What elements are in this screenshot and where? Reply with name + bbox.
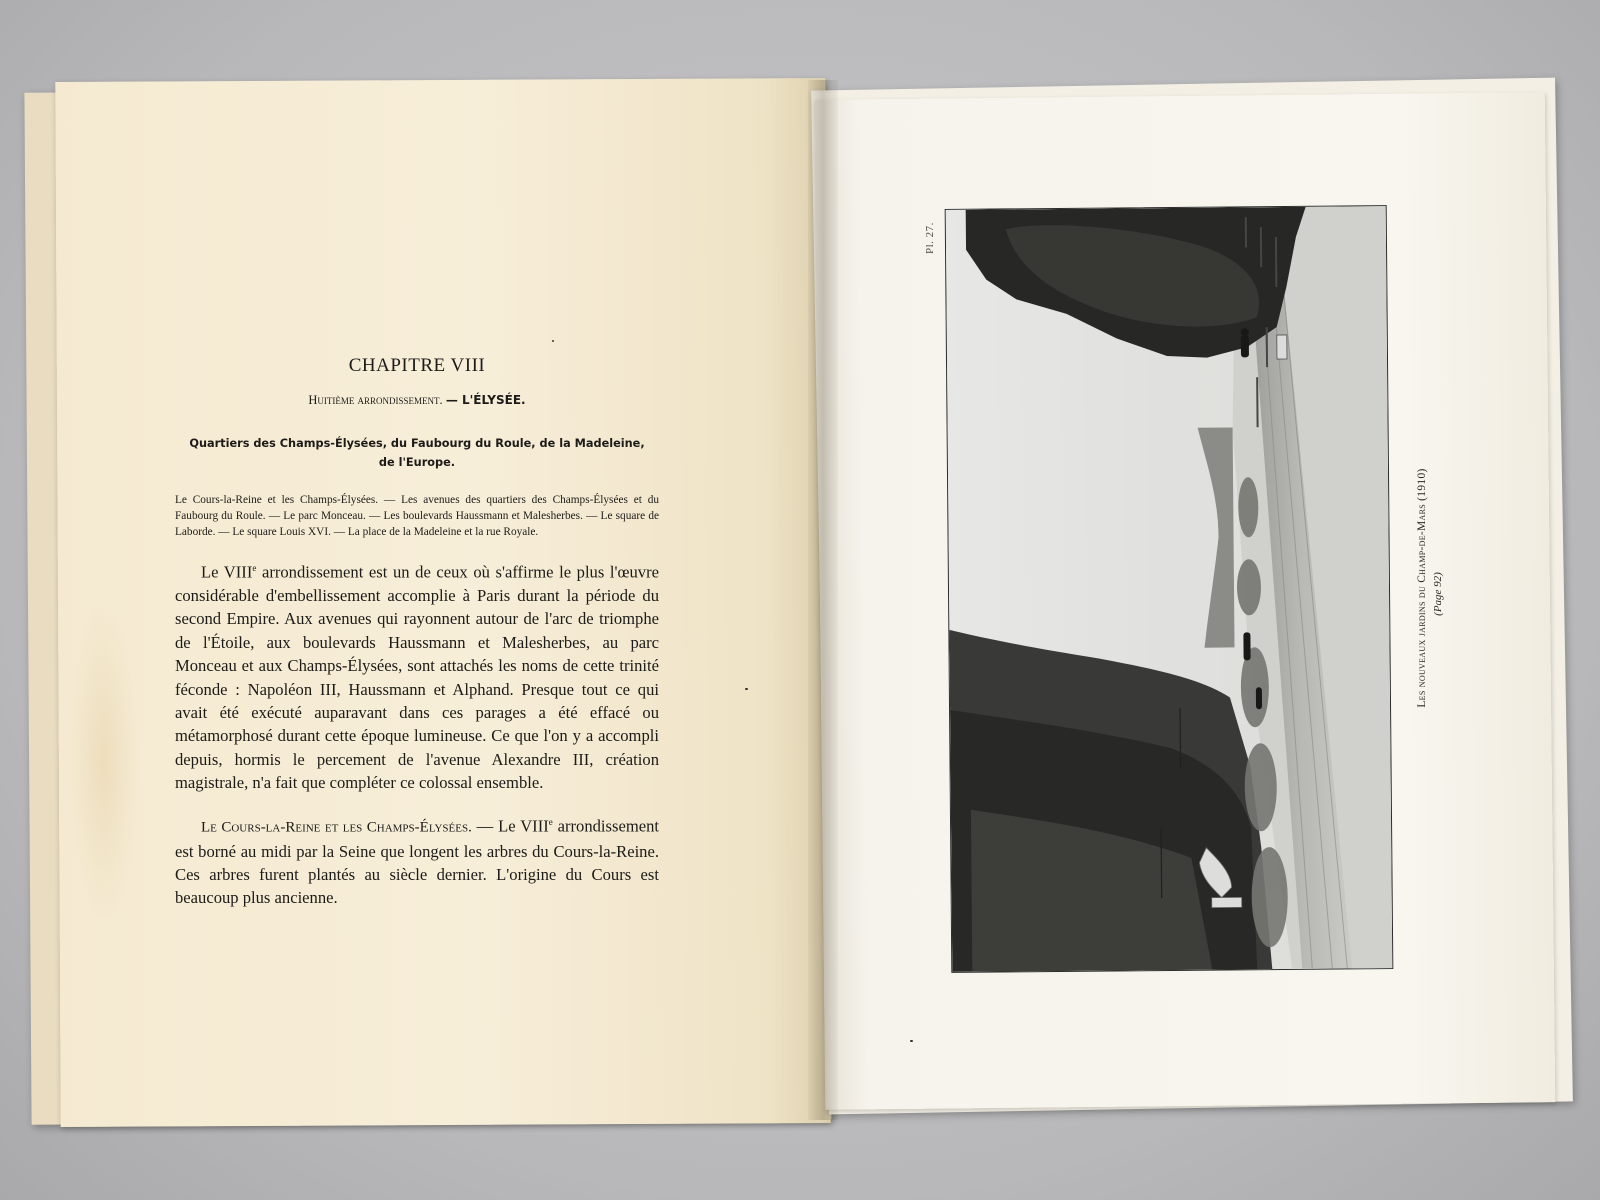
- paragraph-2: [175, 811, 659, 910]
- ink-speck: [552, 340, 554, 342]
- book-gutter: [808, 80, 838, 1120]
- para2-section-head: Le Cours-la-Reine et les Champs-Élysées.: [201, 819, 472, 836]
- quartiers-line-2: de l'Europe.: [378, 456, 456, 469]
- subtitle-emphasis: — L'ÉLYSÉE.: [445, 393, 526, 407]
- plate-photograph: [945, 205, 1394, 973]
- para2-sup: e: [548, 816, 553, 827]
- plate-page-reference-text: (Page 92): [1432, 572, 1444, 616]
- paragraph-1: [175, 557, 659, 795]
- ink-speck: [910, 1040, 913, 1042]
- quartiers-line-1: Quartiers des Champs-Élysées, du Faubourg du Roule, de la Madeleine,: [189, 437, 645, 450]
- chapter-text-block: [175, 355, 659, 926]
- para2-mid: — Le VIII: [471, 816, 549, 836]
- ink-speck: [745, 688, 748, 690]
- subtitle-prefix: Huitième arrondissement.: [308, 393, 443, 407]
- chapter-summary: Le Cours-la-Reine et les Champs-Élysées. — Les avenues des quartiers des Champs-Élysées et du Faubourg du Roule. — Le parc Monceau. — Les boulevards Haussmann et Malesherbes. — Le square de Laborde. — Le square Louis XVI. — La place de la Madeleine et la rue Royale.: [175, 494, 659, 538]
- chapter-subtitle: [175, 393, 659, 408]
- para1-sup: e: [252, 563, 257, 573]
- garden-photo-illustration: [946, 206, 1393, 972]
- plate-caption-text: Les nouveaux jardins du Champ-de-Mars (1910): [1416, 468, 1428, 708]
- quartiers-heading: [175, 434, 659, 472]
- para1-rest: arrondissement est un de ceux où s'affirme le plus l'œuvre considérable d'embellissement accomplie à Paris durant la période du second Empire. Aux avenues qui rayonnent autour de l'arc de triomphe de l'Étoile, aux boulevards Haussmann et Malesherbes, au parc Monceau et aux Champs-Élysées, sont attachés les noms de cette trinité féconde : Napoléon III, Haussmann et Alphand. Presque tout ce qui avait été exécuté auparavant dans ces parages a été effacé ou métamorphosé durant cette époque lumineuse. Ce que l'on y a accompli depuis, hormis le percement de l'avenue Alexandre III, création magistrale, n'a fait que compléter ce colossal ensemble.: [175, 562, 659, 793]
- plate-number-text: Pl. 27.: [924, 222, 936, 254]
- para1-start: Le VIII: [201, 562, 253, 582]
- chapter-title: CHAPITRE VIII: [348, 355, 486, 376]
- para2-rest: arrondissement est borné au midi par la Seine que longent les arbres du Cours-la-Reine. Ces arbres furent plantés au siècle dernier. L'origine du Cours est beaucoup plus ancienne.: [175, 816, 660, 908]
